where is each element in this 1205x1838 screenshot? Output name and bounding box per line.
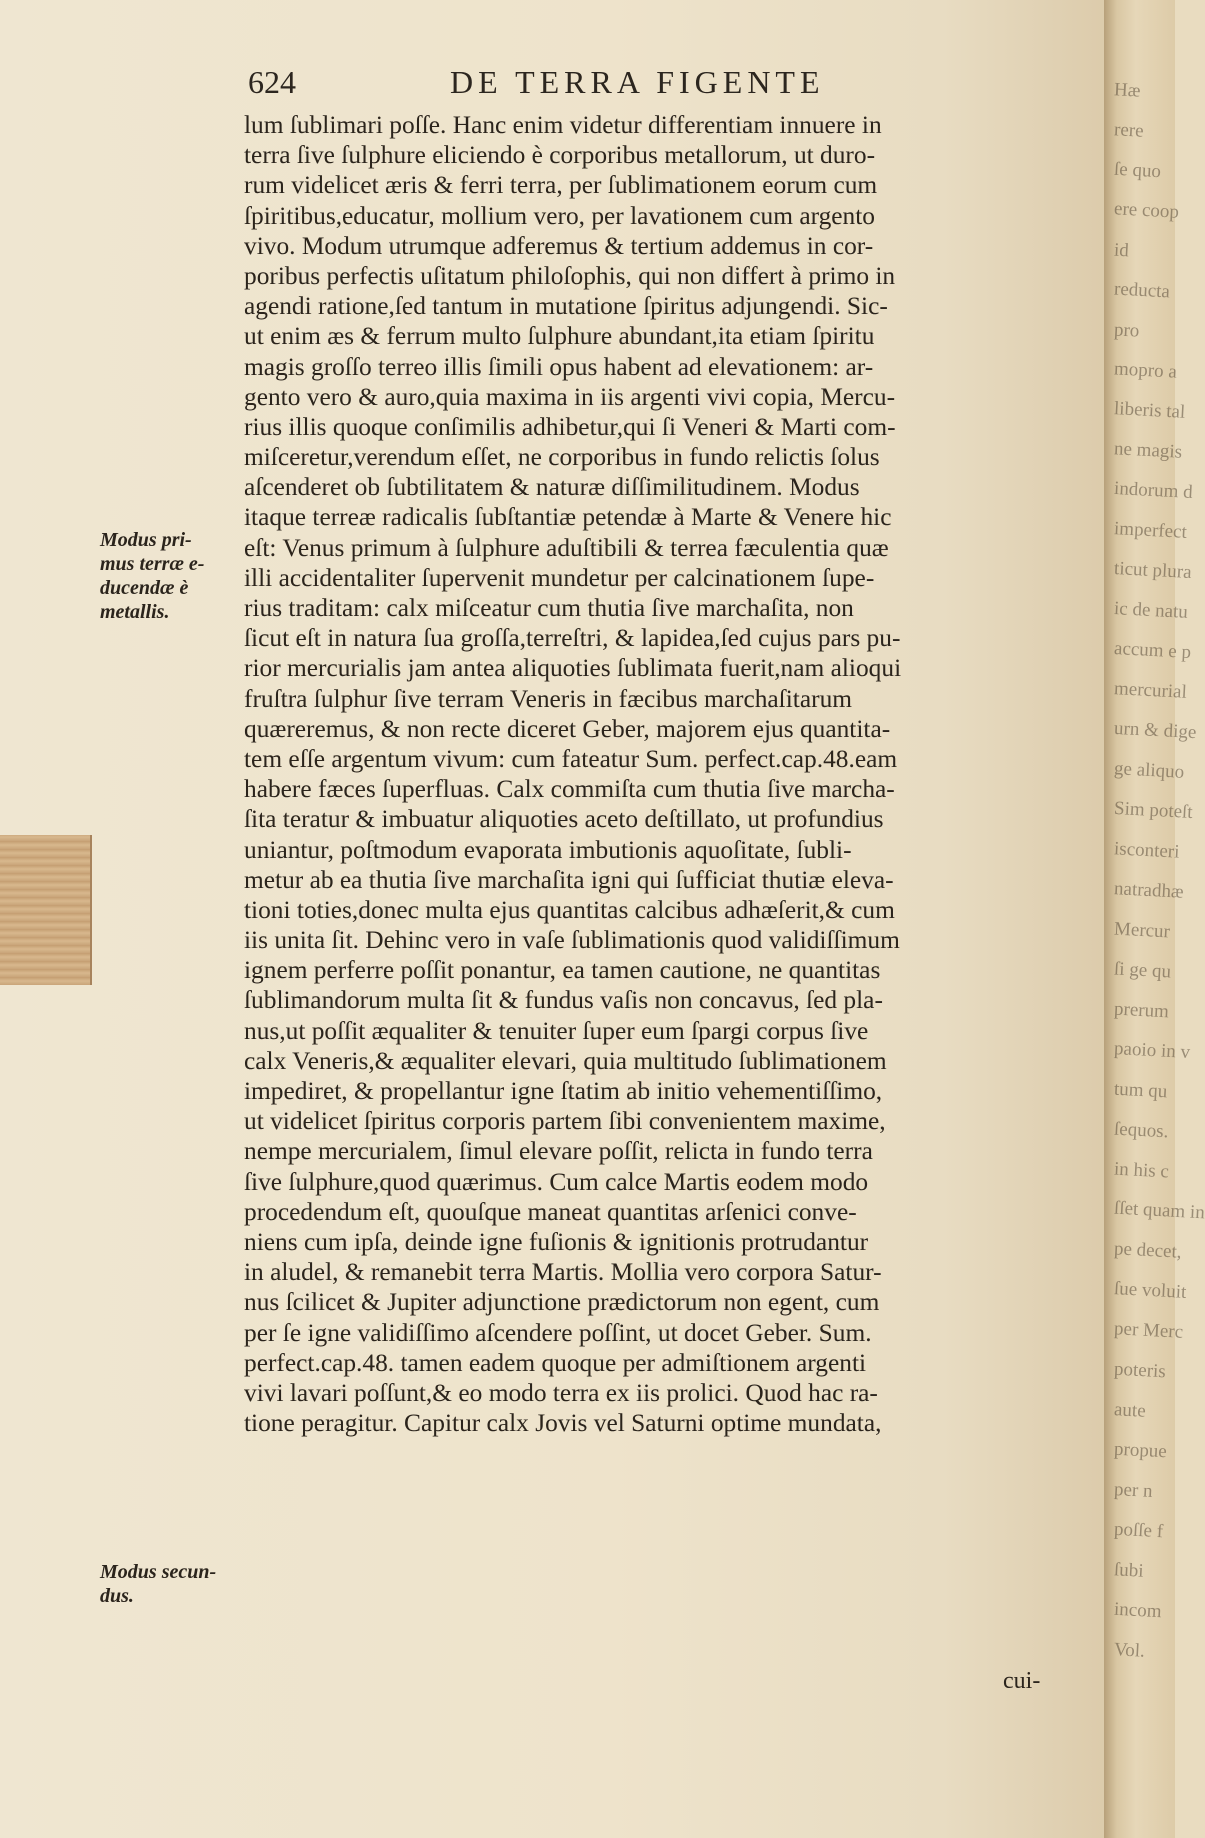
text-line: ut videlicet ſpiritus corporis partem ſibi convenientem maxime, [244, 1107, 886, 1136]
facing-page-edge [1104, 0, 1205, 1838]
text-line: ſpiritibus,educatur, mollium vero, per lavationem cum argento [244, 201, 875, 230]
bleed-through-text: natradhæ [1113, 878, 1185, 903]
page-number: 624 [248, 64, 296, 100]
bleed-through-text: rere [1113, 119, 1145, 142]
text-line: niens cum ipſa, deinde igne fuſionis & ignitionis protrudantur [244, 1227, 869, 1256]
text-line: metur ab ea thutia ſive marchaſita igni qui ſufficiat thutiæ eleva- [244, 865, 894, 894]
bleed-through-text: imperfect [1113, 518, 1188, 543]
text-line: quæreremus, & non recte diceret Geber, majorem ejus quantita- [244, 714, 891, 743]
text-line: per ſe igne validiſſimo aſcendere poſſint, ut docet Geber. Sum. [244, 1318, 872, 1347]
bleed-through-text: Mercur [1113, 918, 1171, 943]
text-line: eſt: Venus primum à ſulphure aduſtibili & terrea fæculentia quæ [244, 533, 889, 562]
bleed-through-text: isconteri [1113, 838, 1180, 863]
text-line: magis groſſo terreo illis ſimili opus habent ad elevationem: ar- [244, 352, 874, 381]
bleed-through-text: propue [1113, 1438, 1168, 1463]
bleed-through-text: aute [1113, 1399, 1147, 1422]
running-title: DE TERRA FIGENTE [450, 64, 825, 100]
bleed-through-text: ſe quo [1113, 158, 1162, 183]
marginal-note-line: dus. [100, 1585, 134, 1607]
bleed-through-text: ſue voluit [1113, 1278, 1187, 1303]
text-line: procedendum eſt, quouſque maneat quantitas arſenici conve- [244, 1197, 857, 1226]
bleed-through-text: poteris [1113, 1358, 1167, 1383]
bleed-through-text: ſubi [1113, 1559, 1145, 1582]
text-line: habere fæces ſuperfluas. Calx commiſta cum thutia ſive marcha- [244, 775, 895, 804]
bleed-through-text: in his c [1113, 1158, 1170, 1183]
catchword: cui- [1003, 1668, 1041, 1694]
marginal-note-line: mus terræ e- [100, 553, 205, 575]
text-line: nus,ut poſſit æqualiter & tenuiter ſuper eum ſpargi corpus ſive [244, 1016, 869, 1045]
text-line: nempe mercurialem, ſimul elevare poſſit, relicta in fundo terra [244, 1137, 873, 1166]
text-line: tione peragitur. Capitur calx Jovis vel Saturni optime mundata, [244, 1409, 882, 1438]
page-header [248, 62, 878, 106]
bleed-through-text: Vol. [1113, 1639, 1146, 1662]
text-line: ſublimandorum multa ſit & fundus vaſis non concavus, ſed pla- [244, 986, 883, 1015]
text-line: vivo. Modum utrumque adferemus & tertium addemus in cor- [244, 231, 874, 260]
bleed-through-text: ſi ge qu [1113, 958, 1172, 983]
text-line: fruſtra ſulphur ſive terram Veneris in fæcibus marchaſitarum [244, 684, 853, 713]
text-line: rum videlicet æris & ferri terra, per ſublimationem eorum cum [244, 171, 878, 200]
text-line: itaque terreæ radicalis ſubſtantiæ petendæ à Marte & Venere hic [244, 503, 892, 532]
text-line: ſicut eſt in natura ſua groſſa,terreſtri, & lapidea,ſed cujus pars pu- [244, 624, 901, 653]
text-line: uniantur, poſtmodum evaporata imbutionis aquoſitate, ſubli- [244, 835, 852, 864]
bleed-through-text: mopro a [1113, 358, 1178, 383]
bleed-through-text: ne magis [1113, 438, 1183, 463]
text-line: ut enim æs & ferrum multo ſulphure abundant,ita etiam ſpiritu [244, 322, 875, 351]
text-line: vivi lavari poſſunt,& eo modo terra ex iis prolici. Quod hac ra- [244, 1378, 878, 1407]
text-line: terra ſive ſulphure eliciendo è corporibus metallorum, ut duro- [244, 141, 876, 170]
bleed-through-text: paoio in v [1113, 1038, 1191, 1063]
marginal-note-line: Modus pri- [100, 529, 192, 551]
bleed-through-text: liberis tal [1113, 398, 1186, 423]
bleed-through-text: id [1113, 239, 1130, 262]
text-line: agendi ratione,ſed tantum in mutatione ſpiritus adjungendi. Sic- [244, 292, 888, 321]
bleed-through-text: reducta [1113, 278, 1171, 303]
text-line: impediret, & propellantur igne ſtatim ab initio vehementiſſimo, [244, 1077, 883, 1105]
marginal-note-2 [100, 1560, 216, 1608]
marginal-note-line: metallis. [100, 601, 170, 623]
text-line: tioni toties,donec multa ejus quantitas calcibus adhæſerit,& cum [244, 895, 895, 924]
text-line: rius traditam: calx miſceatur cum thutia ſive marchaſita, non [244, 594, 854, 622]
text-line: poribus perfectis uſitatum philoſophis, qui non differt à primo in [244, 261, 896, 290]
marginal-note-line: ducendæ è [100, 577, 189, 599]
text-line: ſive ſulphure,quod quærimus. Cum calce Martis eodem modo [244, 1167, 869, 1196]
marginal-note-line: Modus secun- [100, 1561, 217, 1583]
bleed-through-text: pe decet, [1113, 1238, 1183, 1263]
bleed-through-text: ſſet quam in [1113, 1197, 1205, 1224]
bleed-through-text: Hæ [1113, 79, 1141, 102]
bleed-through-text: ic de natu [1113, 598, 1189, 623]
text-line: iis unita ſit. Dehinc vero in vaſe ſublimationis quod validiſſimum [244, 926, 900, 955]
bleed-through-text: tum qu [1113, 1078, 1168, 1103]
bleed-through-text: pro [1113, 319, 1140, 342]
bleed-through-text: accum e p [1113, 637, 1192, 664]
text-line: rior mercurialis jam antea aliquoties ſublimata fuerit,nam alioqui [244, 654, 902, 683]
text-line: illi accidentaliter ſupervenit mundetur per calcinationem ſupe- [244, 563, 875, 592]
text-line: rius illis quoque conſimilis adhibetur,qui ſi Veneri & Marti com- [244, 412, 896, 441]
text-line: perfect.cap.48. tamen eadem quoque per admiſtionem argenti [244, 1348, 867, 1377]
bleed-through-text: urn & dige [1113, 717, 1197, 744]
text-line: in aludel, & remanebit terra Martis. Mollia vero corpora Satur- [244, 1258, 882, 1287]
text-line: lum ſublimari poſſe. Hanc enim videtur differentiam innuere in [244, 111, 882, 139]
text-line: ignem perferre poſſit ponantur, ea tamen cautione, ne quantitas [244, 956, 881, 985]
text-line: nus ſcilicet & Jupiter adjunctione prædictorum non egent, cum [244, 1288, 880, 1317]
text-line: tem eſſe argentum vivum: cum fateatur Sum. perfect.cap.48.eam [244, 744, 898, 773]
text-line: aſcenderet ob ſubtilitatem & naturæ diſſimilitudinem. Modus [244, 473, 860, 502]
bleed-through-text: poſſe f [1113, 1518, 1164, 1543]
bleed-through-text: ſequos. [1113, 1118, 1169, 1143]
text-line: ſita teratur & imbuatur aliquoties aceto deſtillato, ut profundius [244, 805, 884, 834]
bleed-through-text: Sim poteſt [1113, 797, 1194, 824]
bleed-through-text: per Merc [1113, 1318, 1184, 1343]
paper-tab-strip [0, 835, 92, 985]
bleed-through-text: per n [1113, 1479, 1154, 1502]
bleed-through-text: ere coop [1113, 198, 1180, 223]
bleed-through-text: prerum [1113, 998, 1170, 1023]
body-text [244, 110, 1064, 1438]
bleed-through-text: ge aliquo [1113, 758, 1185, 783]
bleed-through-text: incom [1113, 1598, 1163, 1623]
text-line: gento vero & auro,quia maxima in iis argenti vivi copia, Mercu- [244, 382, 896, 411]
bleed-through-text: indorum d [1113, 477, 1194, 504]
marginal-note-1 [100, 528, 204, 624]
text-line: calx Veneris,& æqualiter elevari, quia multitudo ſublimationem [244, 1046, 887, 1075]
bleed-through-text: ticut plura [1113, 557, 1193, 584]
bleed-through-text: mercurial [1113, 678, 1188, 703]
text-line: miſceretur,verendum eſſet, ne corporibus in fundo relictis ſolus [244, 443, 880, 472]
